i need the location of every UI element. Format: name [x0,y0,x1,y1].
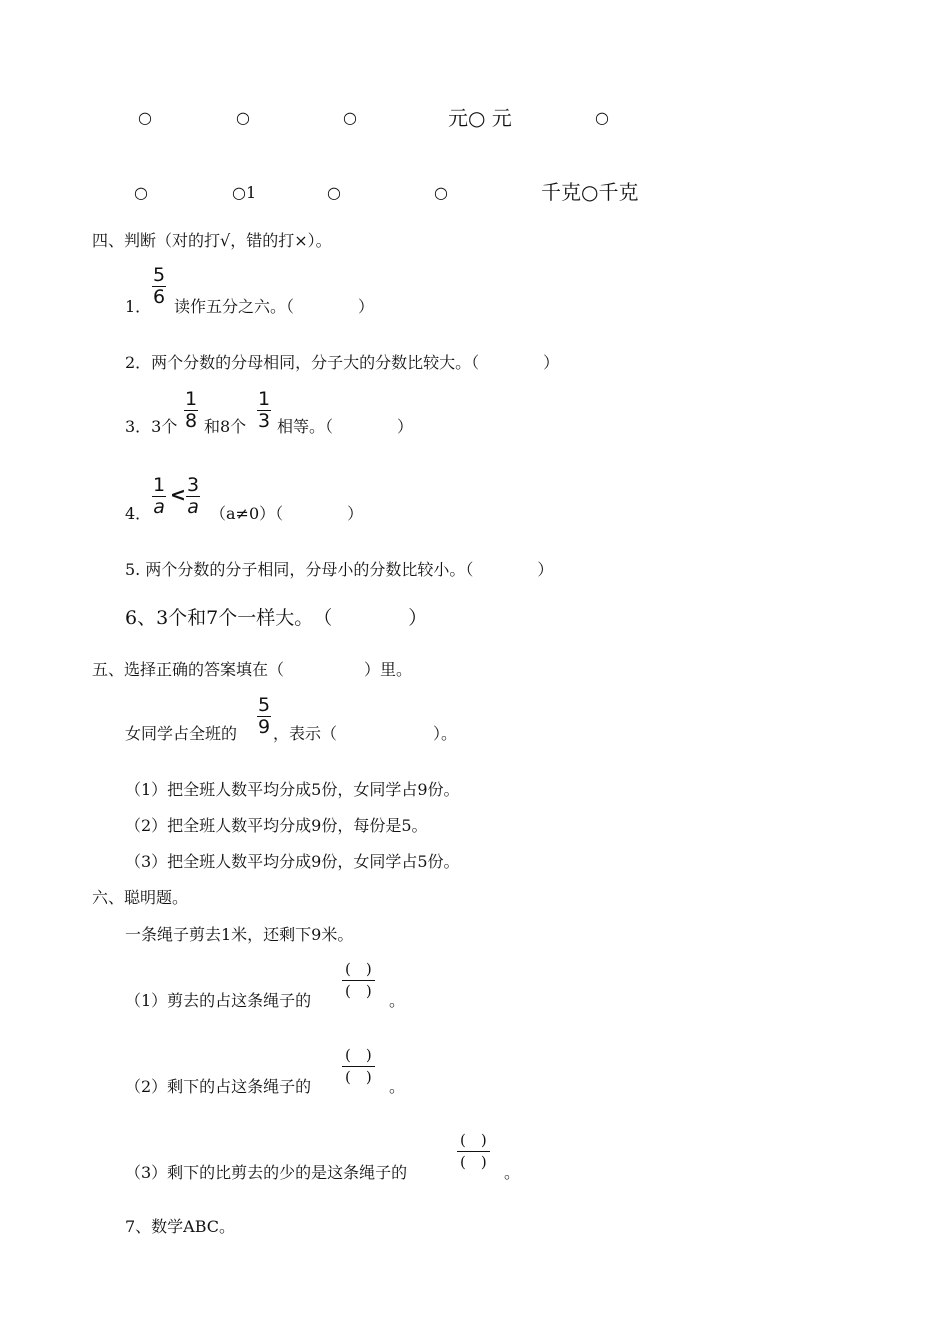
q4-fraction-1-denominator: a [153,496,165,518]
compare-circle-6: ○ [134,183,148,202]
q1-fraction-denominator: 6 [153,286,166,308]
q4-fraction-2-numerator: 3 [187,474,200,496]
section7-title: 7、数学ABC。 [125,1217,236,1236]
s6-item-1-text: （1）剪去的占这条绳子的 [125,991,312,1010]
s5-option-3: （3）把全班人数平均分成9份，女同学占5份。 [125,852,460,871]
q4-fraction-1-numerator: 1 [153,474,166,496]
q1-prefix: 1． [125,297,152,316]
compare-circle-8: ○ [327,183,341,202]
q1-text: 读作五分之六。（ ） [174,297,375,316]
s5-fraction-numerator: 5 [258,694,271,716]
s6-stem: 一条绳子剪去1米，还剩下9米。 [125,925,354,944]
q3-fraction-1-denominator: 8 [185,410,198,432]
q4-fraction-2-denominator: a [187,496,199,518]
q1-fraction [152,266,166,307]
q4-less-than: < [170,484,186,506]
s5-fraction-denominator: 9 [258,716,271,738]
q6-text: 6、3个和7个一样大。 （ ） [125,607,428,629]
compare-circle-7: ○1 [232,183,257,202]
q5-text: 5. 两个分数的分子相同，分母小的分数比较小。（ ） [125,560,554,579]
q4-suffix: （a≠0）（ ） [210,504,364,523]
q3-fraction-2-numerator: 1 [258,388,271,410]
s6-item-3-blank-denominator[interactable]: ( ) [460,1153,487,1171]
q3-prefix: 3．3个 [125,417,178,436]
s6-item-2-blank-fraction[interactable] [342,1048,375,1085]
section6-title: 六、聪明题。 [92,888,189,907]
s6-item-1-end: 。 [389,991,406,1010]
compare-kg: 千克○千克 [541,180,639,204]
s5-option-2: （2）把全班人数平均分成9份，每份是5。 [125,816,428,835]
section4-title: 四、判断（对的打√，错的打×）。 [92,231,332,250]
q3-fraction-2 [257,390,271,431]
q2-text: 2．两个分数的分母相同，分子大的分数比较大。（ ） [125,353,560,372]
s6-item-2-text: （2）剩下的占这条绳子的 [125,1077,312,1096]
compare-circle-1: ○ [138,108,152,127]
s6-item-2-blank-numerator[interactable]: ( ) [342,1048,375,1067]
s6-item-2-end: 。 [389,1077,406,1096]
compare-circle-9: ○ [434,183,448,202]
s6-item-2-blank-denominator[interactable]: ( ) [345,1068,372,1086]
s5-fraction [257,696,271,737]
compare-circle-5: ○ [595,108,609,127]
q4-prefix: 4． [125,504,152,523]
s5-option-1: （1）把全班人数平均分成5份，女同学占9份。 [125,780,460,799]
q3-suffix: 相等。（ ） [277,417,414,436]
q4-fraction-1 [152,476,166,517]
q3-mid: 和8个 [204,417,247,436]
s5-stem-suffix: ，表示（ ）。 [273,724,458,743]
s6-item-3-blank-numerator[interactable]: ( ) [457,1133,490,1152]
s6-item-1-blank-fraction[interactable] [342,962,375,999]
s6-item-3-end: 。 [504,1163,521,1182]
compare-circle-2: ○ [236,108,250,127]
q3-fraction-1-numerator: 1 [185,388,198,410]
compare-yuan: 元○ 元 [448,106,512,130]
q4-fraction-2 [186,476,200,517]
q3-fraction-2-denominator: 3 [258,410,271,432]
s6-item-3-text: （3）剩下的比剪去的少的是这条绳子的 [125,1163,408,1182]
section5-title: 五、选择正确的答案填在（ ）里。 [92,660,413,679]
q1-fraction-numerator: 5 [153,264,166,286]
s6-item-1-blank-denominator[interactable]: ( ) [345,982,372,1000]
s6-item-1-blank-numerator[interactable]: ( ) [342,962,375,981]
s6-item-3-blank-fraction[interactable] [457,1133,490,1170]
q3-fraction-1 [184,390,198,431]
compare-circle-3: ○ [343,108,357,127]
s5-stem-prefix: 女同学占全班的 [125,724,238,743]
